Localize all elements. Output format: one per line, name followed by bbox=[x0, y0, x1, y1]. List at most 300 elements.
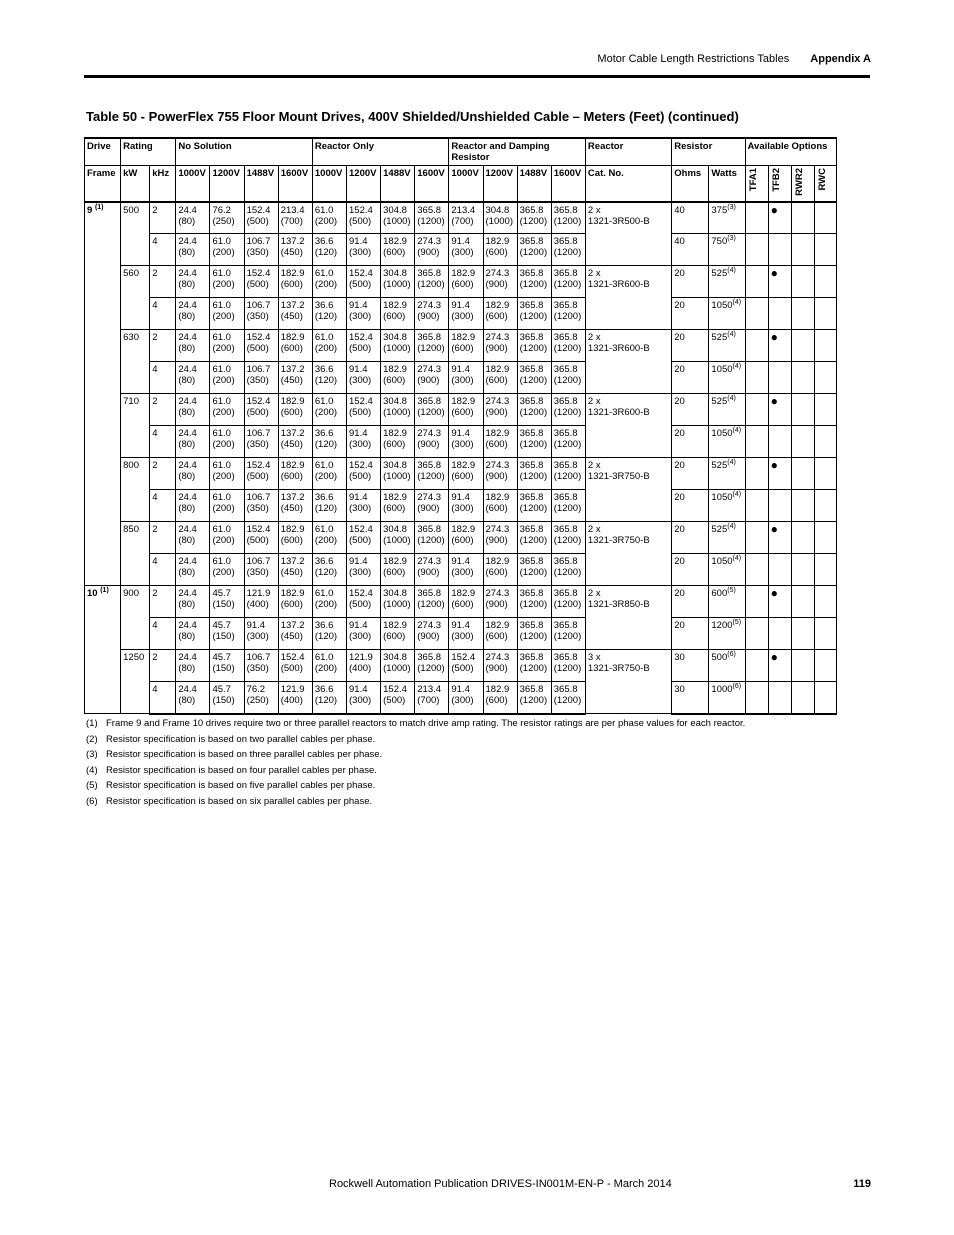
khz-cell: 2 bbox=[150, 330, 176, 362]
reactor-damping-header: Reactor and Damping Resistor bbox=[449, 138, 586, 166]
reactor-cat-cell: 3 x 1321-3R750-B bbox=[585, 650, 671, 714]
tfa1-cell bbox=[745, 490, 768, 522]
rwr2-cell bbox=[791, 490, 814, 522]
length-cell: 365.8 (1200) bbox=[517, 490, 551, 522]
reactor-header: Reactor bbox=[585, 138, 671, 166]
table-row bbox=[85, 554, 837, 586]
length-cell: 365.8 (1200) bbox=[415, 330, 449, 362]
length-cell: 152.4 (500) bbox=[244, 394, 278, 426]
rd-1200v-header: 1200V bbox=[483, 166, 517, 202]
tfa1-cell bbox=[745, 266, 768, 298]
cable-length-table bbox=[84, 137, 837, 715]
watts-cell: 1050$^{(4)}$ bbox=[709, 554, 745, 586]
length-cell: 365.8 (1200) bbox=[551, 266, 585, 298]
length-cell: 91.4 (300) bbox=[449, 618, 483, 650]
tfb2-cell: ● bbox=[768, 202, 791, 234]
reactor-cat-cell: 2 x 1321-3R750-B bbox=[585, 458, 671, 522]
length-cell: 182.9 (600) bbox=[449, 458, 483, 490]
length-cell: 182.9 (600) bbox=[449, 266, 483, 298]
length-cell: 182.9 (600) bbox=[381, 298, 415, 330]
length-cell: 91.4 (300) bbox=[347, 554, 381, 586]
khz-cell: 2 bbox=[150, 458, 176, 490]
length-cell: 274.3 (900) bbox=[483, 586, 517, 618]
table-row bbox=[85, 618, 837, 650]
ohms-header: Ohms bbox=[672, 166, 709, 202]
length-cell: 182.9 (600) bbox=[483, 490, 517, 522]
length-cell: 152.4 (500) bbox=[381, 682, 415, 714]
table-row bbox=[85, 330, 837, 362]
ohms-cell: 20 bbox=[672, 490, 709, 522]
tfb2-cell: ● bbox=[768, 330, 791, 362]
length-cell: 182.9 (600) bbox=[381, 490, 415, 522]
tfb2-cell bbox=[768, 554, 791, 586]
options-header: Available Options bbox=[745, 138, 836, 166]
length-cell: 61.0 (200) bbox=[210, 458, 244, 490]
ohms-cell: 20 bbox=[672, 554, 709, 586]
ohms-cell: 30 bbox=[672, 682, 709, 714]
khz-cell: 4 bbox=[150, 234, 176, 266]
length-cell: 365.8 (1200) bbox=[415, 650, 449, 682]
length-cell: 152.4 (500) bbox=[244, 522, 278, 554]
length-cell: 365.8 (1200) bbox=[551, 554, 585, 586]
rwc-cell bbox=[814, 586, 836, 618]
length-cell: 45.7 (150) bbox=[210, 586, 244, 618]
reactor-cat-cell: 2 x 1321-3R500-B bbox=[585, 202, 671, 266]
length-cell: 137.2 (450) bbox=[278, 298, 312, 330]
length-cell: 137.2 (450) bbox=[278, 490, 312, 522]
length-cell: 365.8 (1200) bbox=[517, 458, 551, 490]
tfa1-cell bbox=[745, 586, 768, 618]
length-cell: 365.8 (1200) bbox=[551, 682, 585, 714]
length-cell: 121.9 (400) bbox=[278, 682, 312, 714]
length-cell: 24.4 (80) bbox=[176, 394, 210, 426]
length-cell: 36.6 (120) bbox=[312, 426, 346, 458]
drive-header: Drive bbox=[85, 138, 121, 166]
watts-cell: 1050$^{(4)}$ bbox=[709, 362, 745, 394]
rwc-cell bbox=[814, 522, 836, 554]
length-cell: 182.9 (600) bbox=[381, 234, 415, 266]
frame-cell: 10 $^{(1)}$ bbox=[85, 586, 121, 714]
length-cell: 61.0 (200) bbox=[210, 298, 244, 330]
length-cell: 365.8 (1200) bbox=[551, 426, 585, 458]
length-cell: 182.9 (600) bbox=[483, 234, 517, 266]
length-cell: 137.2 (450) bbox=[278, 554, 312, 586]
length-cell: 152.4 (500) bbox=[449, 650, 483, 682]
length-cell: 61.0 (200) bbox=[210, 394, 244, 426]
length-cell: 365.8 (1200) bbox=[415, 458, 449, 490]
footnote: (5) Resistor specification is based on five parallel cables per phase. bbox=[86, 780, 376, 791]
length-cell: 365.8 (1200) bbox=[517, 426, 551, 458]
tfa1-cell bbox=[745, 554, 768, 586]
length-cell: 213.4 (700) bbox=[449, 202, 483, 234]
length-cell: 274.3 (900) bbox=[415, 362, 449, 394]
length-cell: 365.8 (1200) bbox=[551, 234, 585, 266]
watts-cell: 1200$^{(5)}$ bbox=[709, 618, 745, 650]
rwc-cell bbox=[814, 202, 836, 234]
tfa1-cell bbox=[745, 234, 768, 266]
length-cell: 121.9 (400) bbox=[244, 586, 278, 618]
rwr2-header: RWR2 bbox=[791, 166, 814, 202]
length-cell: 24.4 (80) bbox=[176, 618, 210, 650]
length-cell: 182.9 (600) bbox=[449, 330, 483, 362]
rwr2-cell bbox=[791, 362, 814, 394]
ohms-cell: 20 bbox=[672, 586, 709, 618]
reactor-cat-cell: 2 x 1321-3R600-B bbox=[585, 394, 671, 458]
length-cell: 365.8 (1200) bbox=[517, 554, 551, 586]
ohms-cell: 20 bbox=[672, 362, 709, 394]
table-row bbox=[85, 202, 837, 234]
kw-cell: 850 bbox=[121, 522, 150, 586]
ohms-cell: 40 bbox=[672, 202, 709, 234]
length-cell: 304.8 (1000) bbox=[381, 266, 415, 298]
length-cell: 365.8 (1200) bbox=[551, 586, 585, 618]
length-cell: 152.4 (500) bbox=[347, 394, 381, 426]
reactor-cat-cell: 2 x 1321-3R600-B bbox=[585, 266, 671, 330]
length-cell: 61.0 (200) bbox=[210, 522, 244, 554]
length-cell: 36.6 (120) bbox=[312, 298, 346, 330]
length-cell: 274.3 (900) bbox=[415, 234, 449, 266]
length-cell: 24.4 (80) bbox=[176, 234, 210, 266]
khz-cell: 4 bbox=[150, 490, 176, 522]
table-row bbox=[85, 234, 837, 266]
length-cell: 45.7 (150) bbox=[210, 682, 244, 714]
length-cell: 36.6 (120) bbox=[312, 362, 346, 394]
length-cell: 106.7 (350) bbox=[244, 554, 278, 586]
section-title: Motor Cable Length Restrictions Tables bbox=[597, 53, 790, 65]
table-row bbox=[85, 458, 837, 490]
ohms-cell: 30 bbox=[672, 650, 709, 682]
appendix-label: Appendix A bbox=[810, 53, 871, 65]
table-body bbox=[85, 202, 837, 714]
tfa1-cell bbox=[745, 330, 768, 362]
rwc-cell bbox=[814, 266, 836, 298]
length-cell: 152.4 (500) bbox=[244, 458, 278, 490]
length-cell: 24.4 (80) bbox=[176, 682, 210, 714]
length-cell: 304.8 (1000) bbox=[381, 458, 415, 490]
length-cell: 106.7 (350) bbox=[244, 426, 278, 458]
length-cell: 45.7 (150) bbox=[210, 650, 244, 682]
tfb2-cell: ● bbox=[768, 266, 791, 298]
length-cell: 274.3 (900) bbox=[483, 458, 517, 490]
length-cell: 365.8 (1200) bbox=[551, 330, 585, 362]
length-cell: 365.8 (1200) bbox=[551, 618, 585, 650]
length-cell: 24.4 (80) bbox=[176, 586, 210, 618]
length-cell: 106.7 (350) bbox=[244, 490, 278, 522]
khz-cell: 4 bbox=[150, 554, 176, 586]
length-cell: 365.8 (1200) bbox=[517, 682, 551, 714]
table-row bbox=[85, 522, 837, 554]
table-row bbox=[85, 586, 837, 618]
khz-header: kHz bbox=[150, 166, 176, 202]
tfb2-cell: ● bbox=[768, 650, 791, 682]
tfb2-cell: ● bbox=[768, 458, 791, 490]
table-row bbox=[85, 362, 837, 394]
length-cell: 274.3 (900) bbox=[483, 330, 517, 362]
page-header bbox=[597, 53, 871, 65]
length-cell: 91.4 (300) bbox=[449, 298, 483, 330]
length-cell: 365.8 (1200) bbox=[517, 394, 551, 426]
length-cell: 365.8 (1200) bbox=[517, 202, 551, 234]
rwr2-cell bbox=[791, 202, 814, 234]
length-cell: 61.0 (200) bbox=[312, 394, 346, 426]
khz-cell: 2 bbox=[150, 266, 176, 298]
length-cell: 365.8 (1200) bbox=[551, 362, 585, 394]
kw-cell: 1250 bbox=[121, 650, 150, 714]
length-cell: 91.4 (300) bbox=[449, 490, 483, 522]
length-cell: 182.9 (600) bbox=[449, 522, 483, 554]
length-cell: 152.4 (500) bbox=[347, 202, 381, 234]
watts-cell: 1050$^{(4)}$ bbox=[709, 426, 745, 458]
length-cell: 152.4 (500) bbox=[244, 202, 278, 234]
length-cell: 365.8 (1200) bbox=[415, 394, 449, 426]
length-cell: 61.0 (200) bbox=[210, 266, 244, 298]
khz-cell: 2 bbox=[150, 586, 176, 618]
length-cell: 91.4 (300) bbox=[244, 618, 278, 650]
ohms-cell: 20 bbox=[672, 458, 709, 490]
header-rule bbox=[84, 75, 870, 78]
tfb2-cell bbox=[768, 298, 791, 330]
length-cell: 182.9 (600) bbox=[483, 426, 517, 458]
length-cell: 182.9 (600) bbox=[278, 522, 312, 554]
kw-cell: 900 bbox=[121, 586, 150, 650]
length-cell: 36.6 (120) bbox=[312, 554, 346, 586]
khz-cell: 2 bbox=[150, 394, 176, 426]
length-cell: 152.4 (500) bbox=[244, 330, 278, 362]
footnotes bbox=[86, 716, 745, 809]
tfb2-cell bbox=[768, 618, 791, 650]
reactor-cat-cell: 2 x 1321-3R750-B bbox=[585, 522, 671, 586]
length-cell: 61.0 (200) bbox=[312, 522, 346, 554]
resistor-header: Resistor bbox=[672, 138, 745, 166]
tfa1-cell bbox=[745, 202, 768, 234]
length-cell: 304.8 (1000) bbox=[381, 394, 415, 426]
khz-cell: 2 bbox=[150, 202, 176, 234]
rwc-header: RWC bbox=[814, 166, 836, 202]
rd-1000v-header: 1000V bbox=[449, 166, 483, 202]
tfa1-cell bbox=[745, 362, 768, 394]
page-number: 119 bbox=[853, 1178, 871, 1190]
rwc-cell bbox=[814, 618, 836, 650]
khz-cell: 4 bbox=[150, 362, 176, 394]
watts-cell: 1050$^{(4)}$ bbox=[709, 490, 745, 522]
length-cell: 91.4 (300) bbox=[449, 426, 483, 458]
ohms-cell: 20 bbox=[672, 330, 709, 362]
length-cell: 24.4 (80) bbox=[176, 650, 210, 682]
length-cell: 91.4 (300) bbox=[347, 234, 381, 266]
length-cell: 365.8 (1200) bbox=[517, 298, 551, 330]
length-cell: 36.6 (120) bbox=[312, 234, 346, 266]
footnote: (3) Resistor specification is based on three parallel cables per phase. bbox=[86, 749, 383, 760]
length-cell: 182.9 (600) bbox=[278, 586, 312, 618]
reactor-only-header: Reactor Only bbox=[312, 138, 449, 166]
length-cell: 152.4 (500) bbox=[244, 266, 278, 298]
watts-cell: 525$^{(4)}$ bbox=[709, 330, 745, 362]
length-cell: 152.4 (500) bbox=[347, 586, 381, 618]
rwc-cell bbox=[814, 330, 836, 362]
watts-cell: 525$^{(4)}$ bbox=[709, 522, 745, 554]
length-cell: 213.4 (700) bbox=[415, 682, 449, 714]
tfb2-cell: ● bbox=[768, 522, 791, 554]
length-cell: 365.8 (1200) bbox=[415, 586, 449, 618]
length-cell: 182.9 (600) bbox=[483, 298, 517, 330]
khz-cell: 4 bbox=[150, 426, 176, 458]
rwc-cell bbox=[814, 426, 836, 458]
rwc-cell bbox=[814, 650, 836, 682]
watts-header: Watts bbox=[709, 166, 745, 202]
length-cell: 45.7 (150) bbox=[210, 618, 244, 650]
ohms-cell: 20 bbox=[672, 266, 709, 298]
table-title: Table 50 - PowerFlex 755 Floor Mount Drives, 400V Shielded/Unshielded Cable – Meters (Feet) (continued) bbox=[86, 109, 739, 124]
table-row bbox=[85, 394, 837, 426]
ro-1600v-header: 1600V bbox=[415, 166, 449, 202]
rwc-cell bbox=[814, 362, 836, 394]
rating-header: Rating bbox=[121, 138, 176, 166]
length-cell: 24.4 (80) bbox=[176, 330, 210, 362]
tfb2-header: TFB2 bbox=[768, 166, 791, 202]
sub-header-row bbox=[85, 166, 837, 202]
table-row bbox=[85, 682, 837, 714]
length-cell: 91.4 (300) bbox=[449, 554, 483, 586]
table-row bbox=[85, 266, 837, 298]
length-cell: 182.9 (600) bbox=[449, 394, 483, 426]
ohms-cell: 20 bbox=[672, 522, 709, 554]
ns-1488v-header: 1488V bbox=[244, 166, 278, 202]
rwr2-cell bbox=[791, 234, 814, 266]
length-cell: 182.9 (600) bbox=[278, 394, 312, 426]
length-cell: 61.0 (200) bbox=[312, 458, 346, 490]
length-cell: 24.4 (80) bbox=[176, 554, 210, 586]
length-cell: 76.2 (250) bbox=[210, 202, 244, 234]
footnote: (1) Frame 9 and Frame 10 drives require two or three parallel reactors to match drive amp rating. The resistor ratings are per phase values for each reactor. bbox=[86, 718, 746, 729]
length-cell: 304.8 (1000) bbox=[381, 586, 415, 618]
length-cell: 91.4 (300) bbox=[449, 234, 483, 266]
table-row bbox=[85, 298, 837, 330]
length-cell: 91.4 (300) bbox=[347, 490, 381, 522]
rwr2-cell bbox=[791, 618, 814, 650]
length-cell: 365.8 (1200) bbox=[517, 330, 551, 362]
length-cell: 106.7 (350) bbox=[244, 234, 278, 266]
tfa1-cell bbox=[745, 458, 768, 490]
length-cell: 274.3 (900) bbox=[415, 298, 449, 330]
ns-1600v-header: 1600V bbox=[278, 166, 312, 202]
length-cell: 76.2 (250) bbox=[244, 682, 278, 714]
watts-cell: 525$^{(4)}$ bbox=[709, 266, 745, 298]
length-cell: 152.4 (500) bbox=[347, 458, 381, 490]
length-cell: 365.8 (1200) bbox=[517, 522, 551, 554]
length-cell: 36.6 (120) bbox=[312, 618, 346, 650]
tfa1-cell bbox=[745, 682, 768, 714]
length-cell: 274.3 (900) bbox=[483, 650, 517, 682]
length-cell: 137.2 (450) bbox=[278, 234, 312, 266]
length-cell: 365.8 (1200) bbox=[517, 234, 551, 266]
length-cell: 61.0 (200) bbox=[210, 234, 244, 266]
watts-cell: 525$^{(4)}$ bbox=[709, 394, 745, 426]
rwc-cell bbox=[814, 298, 836, 330]
rd-1600v-header: 1600V bbox=[551, 166, 585, 202]
length-cell: 274.3 (900) bbox=[415, 618, 449, 650]
table-row bbox=[85, 426, 837, 458]
length-cell: 24.4 (80) bbox=[176, 362, 210, 394]
length-cell: 365.8 (1200) bbox=[551, 298, 585, 330]
length-cell: 182.9 (600) bbox=[483, 362, 517, 394]
watts-cell: 375$^{(3)}$ bbox=[709, 202, 745, 234]
rwr2-cell bbox=[791, 266, 814, 298]
tfa1-header: TFA1 bbox=[745, 166, 768, 202]
length-cell: 61.0 (200) bbox=[210, 426, 244, 458]
length-cell: 274.3 (900) bbox=[483, 394, 517, 426]
length-cell: 121.9 (400) bbox=[347, 650, 381, 682]
table-row bbox=[85, 650, 837, 682]
length-cell: 365.8 (1200) bbox=[415, 266, 449, 298]
rwc-cell bbox=[814, 682, 836, 714]
length-cell: 61.0 (200) bbox=[312, 650, 346, 682]
length-cell: 91.4 (300) bbox=[347, 426, 381, 458]
ohms-cell: 20 bbox=[672, 298, 709, 330]
tfb2-cell bbox=[768, 682, 791, 714]
length-cell: 61.0 (200) bbox=[312, 202, 346, 234]
length-cell: 365.8 (1200) bbox=[517, 618, 551, 650]
length-cell: 365.8 (1200) bbox=[517, 586, 551, 618]
length-cell: 365.8 (1200) bbox=[415, 202, 449, 234]
length-cell: 365.8 (1200) bbox=[551, 650, 585, 682]
length-cell: 152.4 (500) bbox=[347, 330, 381, 362]
kw-header: kW bbox=[121, 166, 150, 202]
khz-cell: 2 bbox=[150, 522, 176, 554]
length-cell: 304.8 (1000) bbox=[381, 650, 415, 682]
khz-cell: 4 bbox=[150, 298, 176, 330]
length-cell: 274.3 (900) bbox=[415, 554, 449, 586]
group-header-row bbox=[85, 138, 837, 166]
length-cell: 137.2 (450) bbox=[278, 618, 312, 650]
table-row bbox=[85, 490, 837, 522]
rwr2-cell bbox=[791, 298, 814, 330]
length-cell: 61.0 (200) bbox=[312, 586, 346, 618]
length-cell: 274.3 (900) bbox=[483, 266, 517, 298]
footnote: (4) Resistor specification is based on four parallel cables per phase. bbox=[86, 764, 377, 776]
length-cell: 365.8 (1200) bbox=[551, 458, 585, 490]
no-solution-header: No Solution bbox=[176, 138, 313, 166]
length-cell: 274.3 (900) bbox=[483, 522, 517, 554]
length-cell: 304.8 (1000) bbox=[381, 522, 415, 554]
rwc-cell bbox=[814, 458, 836, 490]
length-cell: 365.8 (1200) bbox=[517, 266, 551, 298]
kw-cell: 630 bbox=[121, 330, 150, 394]
length-cell: 106.7 (350) bbox=[244, 298, 278, 330]
length-cell: 182.9 (600) bbox=[483, 682, 517, 714]
length-cell: 182.9 (600) bbox=[449, 586, 483, 618]
ns-1000v-header: 1000V bbox=[176, 166, 210, 202]
length-cell: 182.9 (600) bbox=[278, 458, 312, 490]
watts-cell: 600$^{(5)}$ bbox=[709, 586, 745, 618]
length-cell: 24.4 (80) bbox=[176, 522, 210, 554]
length-cell: 91.4 (300) bbox=[449, 682, 483, 714]
kw-cell: 500 bbox=[121, 202, 150, 266]
length-cell: 61.0 (200) bbox=[312, 330, 346, 362]
length-cell: 24.4 (80) bbox=[176, 426, 210, 458]
tfa1-cell bbox=[745, 522, 768, 554]
rwr2-cell bbox=[791, 554, 814, 586]
rwr2-cell bbox=[791, 650, 814, 682]
length-cell: 304.8 (1000) bbox=[381, 330, 415, 362]
length-cell: 24.4 (80) bbox=[176, 458, 210, 490]
tfa1-cell bbox=[745, 394, 768, 426]
tfa1-cell bbox=[745, 618, 768, 650]
rwc-cell bbox=[814, 394, 836, 426]
length-cell: 365.8 (1200) bbox=[415, 522, 449, 554]
watts-cell: 525$^{(4)}$ bbox=[709, 458, 745, 490]
length-cell: 137.2 (450) bbox=[278, 362, 312, 394]
length-cell: 24.4 (80) bbox=[176, 490, 210, 522]
